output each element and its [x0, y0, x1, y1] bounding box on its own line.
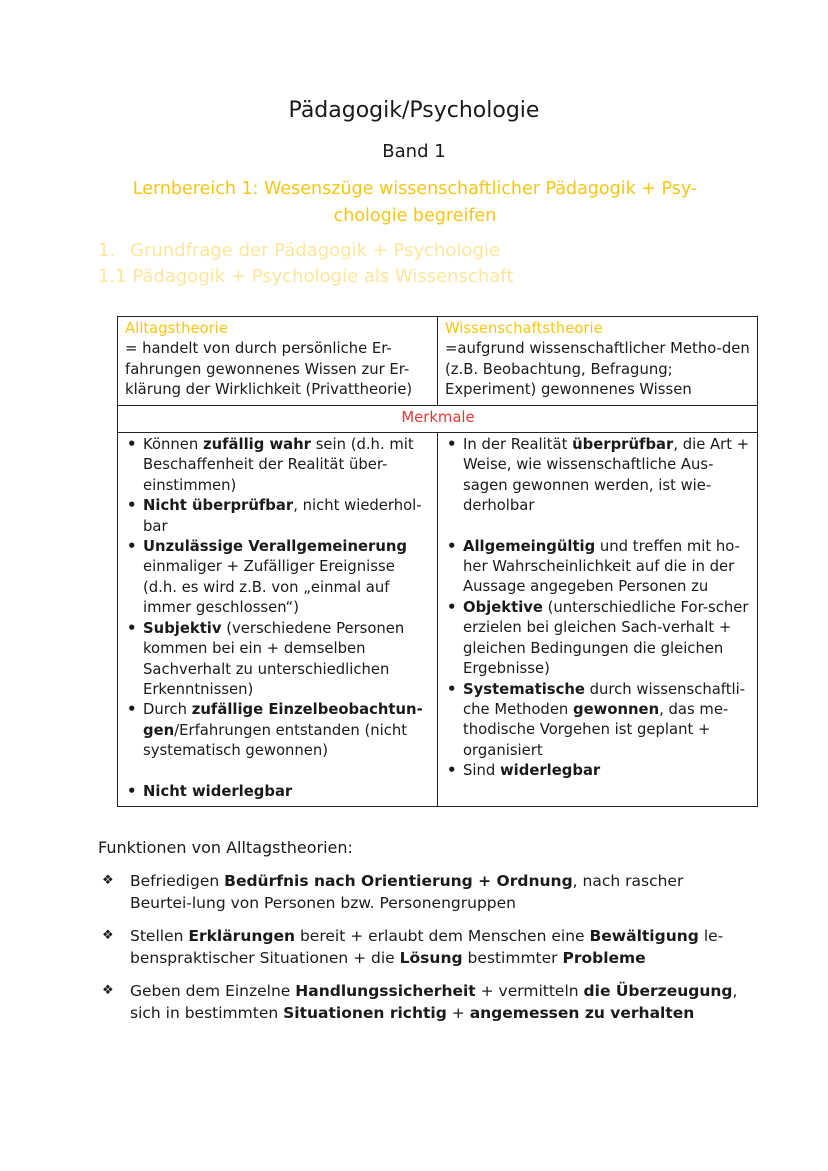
list-item: • Durch zufällige Einzelbeobachtun-gen/Erfahrungen entstanden (nicht systematisch gewonnen) — [125, 700, 431, 761]
definition-cell-wissenschaftstheorie — [438, 317, 758, 406]
list-item: • Allgemeingültig und treffen mit ho-her Wahrscheinlichkeit auf die in der Aussage angegeben Personen zu — [445, 537, 751, 598]
lernbereich-line-2: chologie begreifen — [333, 206, 497, 226]
diamond-bullet-icon: ❖ — [102, 983, 114, 998]
merkmale-cell-alltagstheorie — [118, 433, 438, 807]
band-subtitle: Band 1 — [382, 141, 446, 162]
list-item: ❖ Geben dem Einzelne Handlungssicherheit + vermitteln die Überzeugung, sich in bestimmten Situationen richtig + angemessen zu verhalten — [102, 982, 738, 1022]
definition-cell-alltagstheorie — [118, 317, 438, 406]
list-item: ❖ Befriedigen Bedürfnis nach Orientierung + Ordnung, nach rascher Beurtei-lung von Personen bzw. Personengruppen — [102, 872, 684, 912]
functions-title: Funktionen von Alltagstheorien: — [98, 838, 353, 857]
table-row — [118, 405, 758, 432]
list-item: • Nicht überprüfbar, nicht wiederhol-bar — [125, 496, 431, 537]
list-item: • Nicht widerlegbar — [125, 782, 431, 802]
definition-wissenschaftstheorie: =aufgrund wissenschaftlicher Metho-den (z.B. Beobachtung, Befragung; Experiment) gewonnenes Wissen — [445, 340, 750, 399]
list-item: • Systematische durch wissenschaftli-che Methoden gewonnen, das me-thodische Vorgehen ist geplant + organisiert — [445, 680, 751, 762]
lernbereich-heading — [110, 176, 720, 230]
table-row — [118, 433, 758, 807]
column-title-alltagstheorie: Alltagstheorie — [125, 320, 228, 337]
definition-alltagstheorie: = handelt von durch persönliche Er-fahrungen gewonnenes Wissen zur Er-klärung der Wirklichkeit (Privattheorie) — [125, 340, 413, 399]
subsection-heading: 1.1 Pädagogik + Psychologie als Wissenschaft — [98, 266, 514, 287]
list-item: • Unzulässige Verallgemeinerung einmaliger + Zufälliger Ereignisse (d.h. es wird z.B. von „einmal auf immer geschlossen“) — [125, 537, 431, 619]
section-number: 1. — [98, 240, 116, 261]
diamond-bullet-icon: ❖ — [102, 873, 114, 888]
functions-list — [100, 870, 740, 1035]
diamond-bullet-icon: ❖ — [102, 928, 114, 943]
section-heading-text: Grundfrage der Pädagogik + Psychologie — [130, 240, 500, 261]
list-item: • Objektive (unterschiedliche For-scher erzielen bei gleichen Sach-verhalt + gleichen Bedingungen die gleichen Ergebnisse) — [445, 598, 751, 680]
page-title: Pädagogik/Psychologie — [288, 98, 540, 123]
merkmale-cell-wissenschaftstheorie — [438, 433, 758, 807]
section-heading-1 — [98, 240, 500, 261]
lernbereich-line-1: Lernbereich 1: Wesenszüge wissenschaftlicher Pädagogik + Psy- — [132, 179, 698, 199]
list-item: • In der Realität überprüfbar, die Art + Weise, wie wissenschaftliche Aus-sagen gewonnen werden, ist wie-derholbar — [445, 435, 751, 517]
list-item: • Können zufällig wahr sein (d.h. mit Beschaffenheit der Realität über-einstimmen) — [125, 435, 431, 496]
merkmale-list-alltagstheorie — [125, 435, 431, 802]
list-item: • Subjektiv (verschiedene Personen kommen bei ein + demselben Sachverhalt zu unterschiedlichen Erkenntnissen) — [125, 619, 431, 701]
list-item: • Sind widerlegbar — [445, 761, 751, 781]
merkmale-header: Merkmale — [118, 405, 758, 432]
list-item: ❖ Stellen Erklärungen bereit + erlaubt dem Menschen eine Bewältigung le-benspraktischer Situationen + die Lösung bestimmter Probleme — [102, 927, 724, 967]
column-title-wissenschaftstheorie: Wissenschaftstheorie — [445, 320, 603, 337]
merkmale-list-wissenschaftstheorie — [445, 435, 751, 782]
comparison-table — [117, 316, 758, 807]
table-row — [118, 317, 758, 406]
